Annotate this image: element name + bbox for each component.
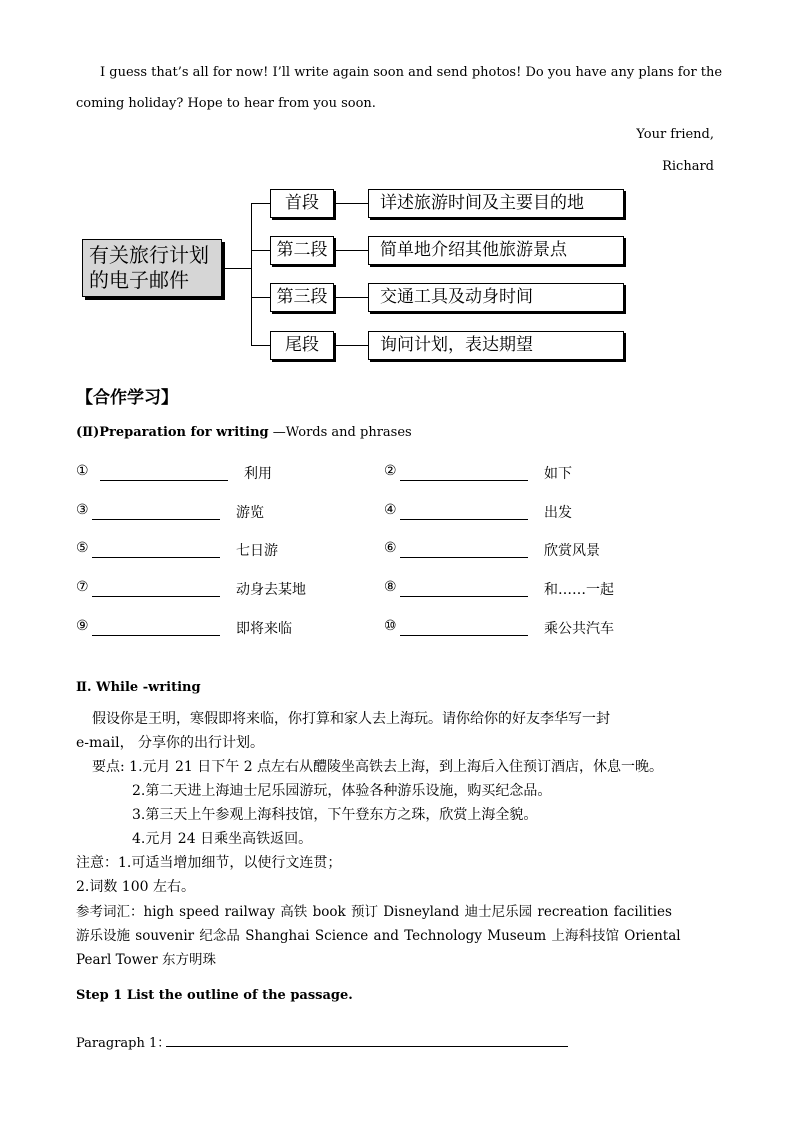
note-1: 注意：1.可适当增加细节，以使行文连贯；: [76, 855, 342, 871]
vocab-cn-4: 出发: [544, 505, 572, 521]
vocab-num-8: ⑧: [384, 579, 397, 595]
section-label-1: 首段: [270, 189, 334, 218]
section-desc-4: 询问计划，表达期望: [368, 331, 624, 360]
point-3: 3.第三天上午参观上海科技馆，下午登东方之珠，欣赏上海全貌。: [132, 807, 538, 823]
task-line-1: 假设你是王明，寒假即将来临，你打算和家人去上海玩。请你给你的好友李华写一封: [92, 711, 610, 727]
vocab-cn-2: 如下: [544, 466, 572, 482]
connector-branch: [251, 250, 270, 251]
vocab-cn-6: 欣赏风景: [544, 543, 600, 559]
ref-line-2: 游乐设施 souvenir 纪念品 Shanghai Science and Technology Museum 上海科技馆 Oriental: [76, 928, 681, 944]
vocab-num-5: ⑤: [76, 540, 89, 556]
connector-desc: [336, 297, 368, 298]
coop-heading: 【合作学习】: [76, 388, 178, 408]
vocab-blank-4[interactable]: [400, 519, 528, 520]
connector-desc: [336, 250, 368, 251]
connector-root: [224, 268, 251, 269]
letter-closing: Your friend,: [636, 127, 714, 142]
point-2: 2.第二天进上海迪士尼乐园游玩，体验各种游乐设施，购买纪念品。: [132, 783, 552, 799]
vocab-cn-10: 乘公共汽车: [544, 621, 614, 637]
vocab-num-1: ①: [76, 463, 89, 479]
connector-vertical: [251, 203, 252, 345]
vocab-num-4: ④: [384, 502, 397, 518]
vocab-blank-6[interactable]: [400, 557, 528, 558]
connector-branch: [251, 203, 270, 204]
point-1: 要点: 1.元月 21 日下午 2 点左右从醴陵坐高铁去上海，到上海后入住预订酒店，休息一晚。: [92, 759, 664, 775]
connector-branch: [251, 297, 270, 298]
section-label-4: 尾段: [270, 331, 334, 360]
connector-branch: [251, 345, 270, 346]
step1-heading: Step 1 List the outline of the passage.: [76, 988, 353, 1003]
vocab-blank-1[interactable]: [100, 480, 228, 481]
vocab-blank-9[interactable]: [92, 635, 220, 636]
vocab-blank-5[interactable]: [92, 557, 220, 558]
mindmap-root: 有关旅行计划的电子邮件: [82, 239, 222, 297]
section-desc-2: 简单地介绍其他旅游景点: [368, 236, 624, 265]
task-line-2: e-mail， 分享你的出行计划。: [76, 735, 265, 751]
section-label-3: 第三段: [270, 283, 334, 312]
vocab-num-7: ⑦: [76, 579, 89, 595]
vocab-cn-8: 和……一起: [544, 582, 614, 598]
section-label-2: 第二段: [270, 236, 334, 265]
vocab-cn-7: 动身去某地: [236, 582, 306, 598]
vocab-blank-2[interactable]: [400, 480, 528, 481]
vocab-num-10: ⑩: [384, 618, 397, 634]
section-desc-1: 详述旅游时间及主要目的地: [368, 189, 624, 218]
vocab-blank-7[interactable]: [92, 596, 220, 597]
vocab-blank-10[interactable]: [400, 635, 528, 636]
vocab-cn-5: 七日游: [236, 543, 278, 559]
vocab-num-9: ⑨: [76, 618, 89, 634]
prep-prefix: (Ⅱ): [76, 425, 100, 440]
paragraph1-label: Paragraph 1：: [76, 1036, 171, 1051]
ref-line-3: Pearl Tower 东方明珠: [76, 952, 216, 968]
point-4: 4.元月 24 日乘坐高铁返回。: [132, 831, 313, 847]
connector-desc: [336, 345, 368, 346]
letter-line-2: coming holiday? Hope to hear from you soon.: [76, 96, 376, 111]
ref-line-1: 参考词汇：high speed railway 高铁 book 预订 Disneyland 迪士尼乐园 recreation facilities: [76, 904, 672, 920]
while-writing-heading: Ⅱ. While -writing: [76, 680, 201, 695]
vocab-num-2: ②: [384, 463, 397, 479]
section-desc-3: 交通工具及动身时间: [368, 283, 624, 312]
prep-subtitle: —Words and phrases: [272, 425, 412, 440]
vocab-cn-3: 游览: [236, 505, 264, 521]
connector-desc: [336, 203, 368, 204]
letter-signature: Richard: [662, 159, 714, 174]
paragraph1-blank[interactable]: [166, 1046, 568, 1047]
vocab-num-3: ③: [76, 502, 89, 518]
vocab-num-6: ⑥: [384, 540, 397, 556]
vocab-blank-8[interactable]: [400, 596, 528, 597]
letter-line-1: I guess that’s all for now! I’ll write again soon and send photos! Do you have any plans for the: [100, 65, 723, 80]
vocab-blank-3[interactable]: [92, 519, 220, 520]
note-2: 2.词数 100 左右。: [76, 879, 195, 895]
vocab-cn-9: 即将来临: [236, 621, 292, 637]
vocab-cn-1: 利用: [244, 466, 272, 482]
prep-heading: [76, 425, 412, 440]
prep-title: Preparation for writing: [99, 425, 269, 440]
